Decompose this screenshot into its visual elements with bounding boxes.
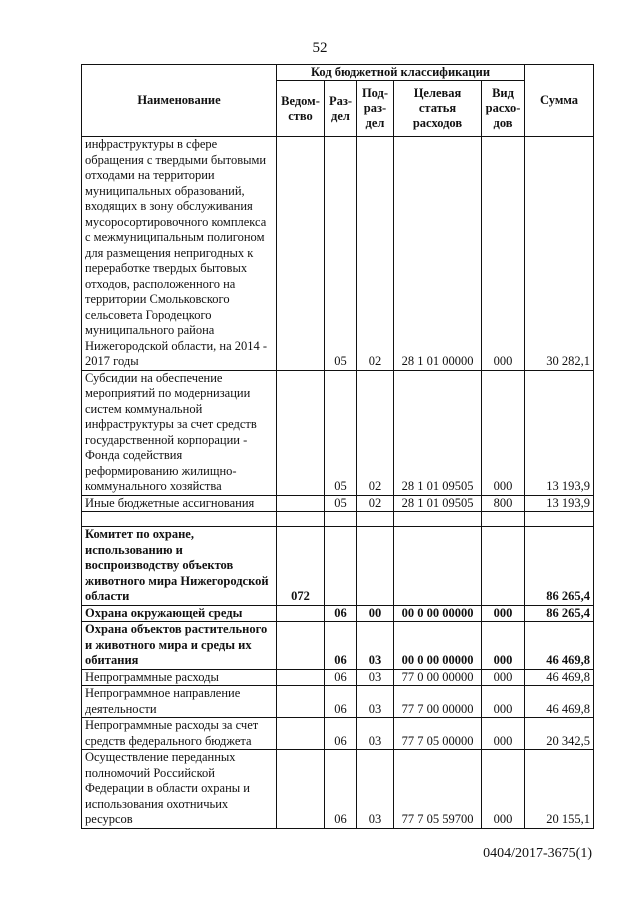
row-vedomstvo [277,495,325,512]
row-name: Иные бюджетные ассигнования [82,495,277,512]
row-vedomstvo [277,512,325,527]
header-summa: Сумма [525,65,594,137]
row-podrazdel: 00 [357,605,394,622]
header-celevaya: Целевая статья расходов [394,81,482,137]
row-vid: 800 [482,495,525,512]
row-vedomstvo [277,686,325,718]
table-row [82,622,594,670]
row-vid: 000 [482,605,525,622]
row-celevaya: 00 0 00 00000 [394,622,482,670]
row-vedomstvo: 072 [277,527,325,606]
page-number: 52 [312,40,328,56]
row-name: Непрограммное направление деятельности [82,686,277,718]
row-podrazdel: 02 [357,495,394,512]
row-vedomstvo [277,605,325,622]
row-razdel: 06 [325,686,357,718]
row-podrazdel: 03 [357,686,394,718]
row-summa: 86 265,4 [525,527,594,606]
row-podrazdel [357,512,394,527]
row-name: Непрограммные расходы [82,669,277,686]
row-razdel: 06 [325,622,357,670]
row-vid: 000 [482,686,525,718]
row-celevaya: 77 0 00 00000 [394,669,482,686]
row-podrazdel: 02 [357,137,394,371]
table-row [82,686,594,718]
row-summa: 13 193,9 [525,370,594,495]
header-vid: Вид расхо- дов [482,81,525,137]
row-name: инфраструктуры в сфере обращения с твердыми бытовыми отходами на территории муниципальных образований, входящих в зону обслуживания мусоросортировочного комплекса с межмуниципальным полигоном для размещения непригодных к переработке твердых бытовых отходов, расположенного на территории Смольковского сельсовета Городецкого муниципального района Нижегородской области, на 2014 - 2017 годы [82,137,277,371]
header-podrazdel: Под- раз- дел [357,81,394,137]
row-name: Комитет по охране, использованию и воспроизводству объектов животного мира Нижегородской области [82,527,277,606]
row-summa: 46 469,8 [525,686,594,718]
row-razdel: 06 [325,605,357,622]
header-razdel: Раз- дел [325,81,357,137]
row-vid [482,512,525,527]
row-vid: 000 [482,750,525,829]
row-celevaya: 28 1 01 09505 [394,495,482,512]
row-name: Непрограммные расходы за счет средств федерального бюджета [82,718,277,750]
row-podrazdel: 03 [357,622,394,670]
row-razdel: 05 [325,137,357,371]
table-row [82,669,594,686]
row-vedomstvo [277,750,325,829]
row-celevaya: 77 7 05 59700 [394,750,482,829]
row-summa: 20 342,5 [525,718,594,750]
table-row [82,137,594,371]
row-name [82,512,277,527]
row-razdel: 06 [325,750,357,829]
row-podrazdel: 02 [357,370,394,495]
row-podrazdel: 03 [357,718,394,750]
row-vedomstvo [277,137,325,371]
document-code: 0404/2017-3675(1) [483,846,592,861]
row-celevaya: 00 0 00 00000 [394,605,482,622]
row-celevaya [394,512,482,527]
row-vid: 000 [482,370,525,495]
header-classification-group: Код бюджетной классификации [277,65,525,81]
table-row [82,370,594,495]
row-vedomstvo [277,718,325,750]
row-summa: 46 469,8 [525,669,594,686]
row-name: Охрана окружающей среды [82,605,277,622]
row-vid: 000 [482,718,525,750]
row-vid: 000 [482,137,525,371]
row-vedomstvo [277,370,325,495]
row-vedomstvo [277,669,325,686]
row-summa: 46 469,8 [525,622,594,670]
table-row [82,512,594,527]
row-podrazdel: 03 [357,669,394,686]
row-vid: 000 [482,622,525,670]
row-celevaya [394,527,482,606]
row-razdel [325,527,357,606]
row-name: Охрана объектов растительного и животного мира и среды их обитания [82,622,277,670]
row-razdel: 06 [325,718,357,750]
row-summa: 30 282,1 [525,137,594,371]
row-razdel: 05 [325,495,357,512]
row-vid: 000 [482,669,525,686]
row-summa: 86 265,4 [525,605,594,622]
table-row [82,718,594,750]
row-summa: 20 155,1 [525,750,594,829]
row-celevaya: 77 7 05 00000 [394,718,482,750]
row-celevaya: 28 1 01 09505 [394,370,482,495]
table-row [82,750,594,829]
table-row [82,605,594,622]
row-vid [482,527,525,606]
row-celevaya: 77 7 00 00000 [394,686,482,718]
row-podrazdel: 03 [357,750,394,829]
header-vedomstvo: Ведом- ство [277,81,325,137]
row-summa [525,512,594,527]
row-razdel: 05 [325,370,357,495]
header-name: Наименование [82,65,277,137]
table-row [82,495,594,512]
row-podrazdel [357,527,394,606]
row-name: Субсидии на обеспечение мероприятий по модернизации систем коммунальной инфраструктуры за счет средств государственной корпорации - Фонда содействия реформированию жилищно-коммунального хозяйства [82,370,277,495]
row-vedomstvo [277,622,325,670]
row-celevaya: 28 1 01 00000 [394,137,482,371]
row-summa: 13 193,9 [525,495,594,512]
budget-table [81,64,594,829]
row-razdel [325,512,357,527]
row-razdel: 06 [325,669,357,686]
table-row [82,527,594,606]
row-name: Осуществление переданных полномочий Российской Федерации в области охраны и использования охотничьих ресурсов [82,750,277,829]
